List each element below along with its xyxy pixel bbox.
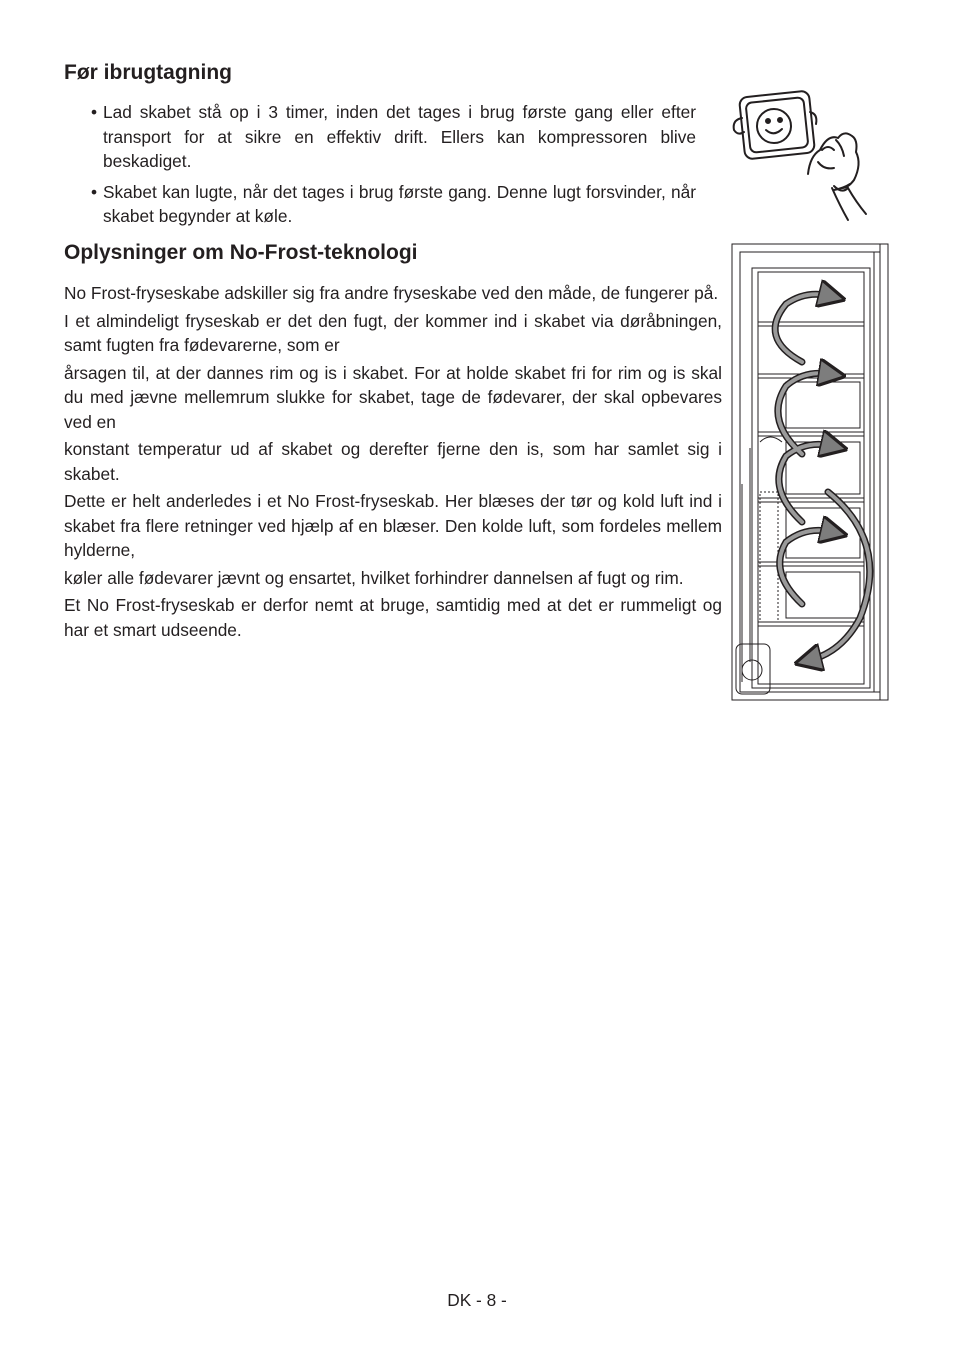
page-number: DK - 8 -: [447, 1290, 507, 1310]
power-socket-hand-icon: [724, 84, 874, 224]
section-title-no-frost: Oplysninger om No-Frost-teknologi: [64, 241, 418, 264]
paragraph: årsagen til, at der dannes rim og is i skabet. For at holde skabet fri for rim og is skal du med jævne mellemrum slukke for skabet, tage de fødevarer, der skal opbevares ved en: [64, 362, 722, 432]
paragraph: Et No Frost-fryseskab er derfor nemt at bruge, samtidig med at det er rummeligt og har et smart udseende.: [64, 595, 722, 640]
paragraph: Dette er helt anderledes i et No Frost-fryseskab. Her blæses der tør og kold luft ind i skabet fra flere retninger ved hjælp af en blæser. Den kolde luft, som fordeles mellem hylderne,: [64, 491, 722, 560]
before-use-list: [84, 100, 696, 235]
paragraph: konstant temperatur ud af skabet og derefter fjerne den is, som har samlet sig i skabet.: [64, 439, 722, 484]
list-item: • Lad skabet stå op i 3 timer, inden det tages i brug første gang eller efter transport for at sikre en effektiv drift. Ellers kan kompressoren blive beskadiget.: [84, 100, 696, 174]
no-frost-airflow-diagram: [730, 242, 894, 704]
section-title-before-use: Før ibrugtagning: [64, 61, 232, 84]
list-item: • Skabet kan lugte, når det tages i brug første gang. Denne lugt forsvinder, når skabet begynder at køle.: [84, 180, 696, 229]
paragraph: køler alle fødevarer jævnt og ensartet, hvilket forhindrer dannelsen af fugt og rim.: [64, 567, 684, 588]
no-frost-body: [64, 281, 722, 645]
paragraph: No Frost-fryseskabe adskiller sig fra andre fryseskabe ved den måde, de fungerer på.: [64, 283, 719, 303]
paragraph: I et almindeligt fryseskab er det den fugt, der kommer ind i skabet via døråbningen, samt fugten fra fødevarerne, som er: [64, 310, 722, 355]
